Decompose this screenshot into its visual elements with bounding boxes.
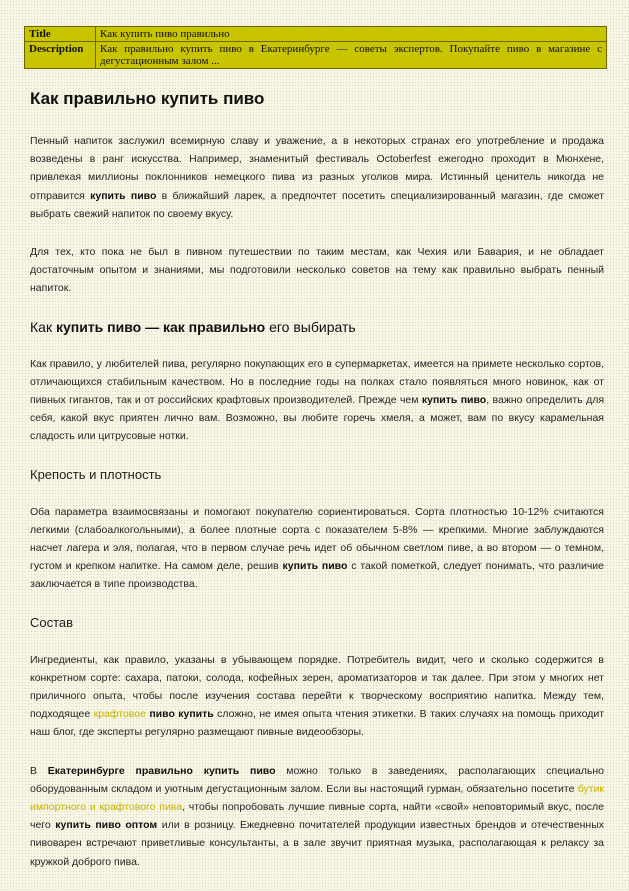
meta-description-value: Как правильно купить пиво в Екатеринбурге — советы экспертов. Покупайте пиво в магазине с дегустационным залом ... — [96, 42, 607, 69]
keyword: купить пиво — [421, 394, 487, 407]
seo-meta-table — [24, 26, 607, 69]
keyword: Екатеринбурге правильно купить пиво — [47, 764, 276, 777]
section-heading-choose — [30, 318, 604, 336]
keyword: купить пиво оптом — [55, 819, 158, 832]
text: Оба параметра взаимосвязаны и помогают покупателю сориентироваться. Сорта плотностью 10-12% считаются легкими (слабоалкогольными), а более плотные сорта с показателем 5-8% — крепкими. Многие заблуждаются насчет лагера и эля, полагая, что в первом случае речь идет об обычном светлом пиве, а во втором — о темном, густом и крепком напитке. На самом деле, решив — [30, 505, 604, 573]
paragraph-advice: Для тех, кто пока не был в пивном путешествии по таким местам, как Чехия или Бавария, и не обладает достаточным опытом и знаниями, мы подготовили несколько советов на тему как правильно выбрать пенный напиток. — [30, 246, 604, 295]
craft-link[interactable]: крафтовое — [93, 708, 146, 721]
text: Пенный напиток заслужил всемирную славу и уважение, а в некоторых странах его употребление и продажа возведены в ранг искусства. Например, знаменитый фестиваль Octoberfest ежегодно проходит в Мюнхене, привлекая миллионы поклонников немецкого пива из разных уголков мира. Истинный ценитель никогда не отправится — [30, 135, 604, 202]
text: В — [30, 764, 48, 777]
boutique-link[interactable]: бутик импортного и крафтового пива — [30, 782, 604, 814]
text: с такой пометкой, следует понимать, что различие заключается в типе производства. — [30, 560, 605, 591]
text: Ингредиенты, как правило, указаны в убывающем порядке. Потребитель видит, чего и сколько содержится в конкретном сорте: сахара, патоки, солода, кофейных зерен, ароматизаторов и так далее. При этом у многих нет приличного опыта, чтобы после изучения состава перейти к творческому восприятию напитка. Между тем, подходящее — [30, 653, 604, 721]
paragraph-taste — [30, 355, 604, 446]
paragraph-yekaterinburg — [30, 762, 604, 871]
text: можно только в заведениях, располагающих специально оборудованным складом и уютным дегустационным залом. Если вы настоящий гурман, обязательно посетите — [30, 764, 605, 795]
keyword: пиво купить — [145, 708, 214, 721]
meta-title-value: Как купить пиво правильно — [96, 27, 607, 42]
keyword: купить пиво — [282, 560, 348, 573]
meta-description-row — [25, 42, 607, 69]
meta-title-row — [25, 27, 607, 42]
text: его выбирать — [265, 318, 356, 335]
text: , важно определить для себя, какой вкус приятен лично вам. Возможно, вы любите горечь хмеля, а может, вам по вкусу карамельная сладость или цитрусовые нотки. — [30, 394, 605, 443]
meta-description-label: Description — [25, 42, 96, 69]
keyword: купить пиво — [90, 189, 157, 202]
text: сложно, не имея опыта чтения этикетки. В таких случаях на помощь приходит наш блог, где эксперты регулярно размещают пивные видеообзоры. — [30, 708, 605, 739]
paragraph-strength — [30, 503, 604, 594]
subheading-composition: Состав — [30, 614, 74, 630]
paragraph-intro — [30, 132, 604, 223]
article-title: Как правильно купить пиво — [30, 89, 265, 108]
text: в ближайший ларек, а предпочтет посетить специализированный магазин, где сможет выбрать свежий напиток по своему вкусу. — [30, 189, 604, 220]
keyword: купить пиво — как правильно — [55, 318, 266, 335]
text: Как — [30, 318, 56, 335]
text: Как правило, у любителей пива, регулярно покупающих его в супермаркетах, имеется на примете несколько сортов, отличающихся стабильным качеством. Но в последние годы на полках стало появляться много новинок, как от пивных гигантов, так и от российских крафтовых производителей. Прежде чем — [30, 357, 604, 407]
subheading-strength: Крепость и плотность — [30, 466, 162, 482]
article — [30, 88, 604, 891]
text: , чтобы попробовать лучшие пивные сорта, найти «свой» неповторимый вкус, после чего — [30, 801, 604, 832]
paragraph-composition — [30, 651, 604, 742]
meta-title-label: Title — [25, 27, 96, 42]
text: или в розницу. Ежедневно почитателей продукции известных брендов и отечественных пивоварен встречают приветливые консультанты, а в зале звучит приятная музыка, располагающая к релаксу за кружкой доброго пива. — [30, 819, 605, 868]
